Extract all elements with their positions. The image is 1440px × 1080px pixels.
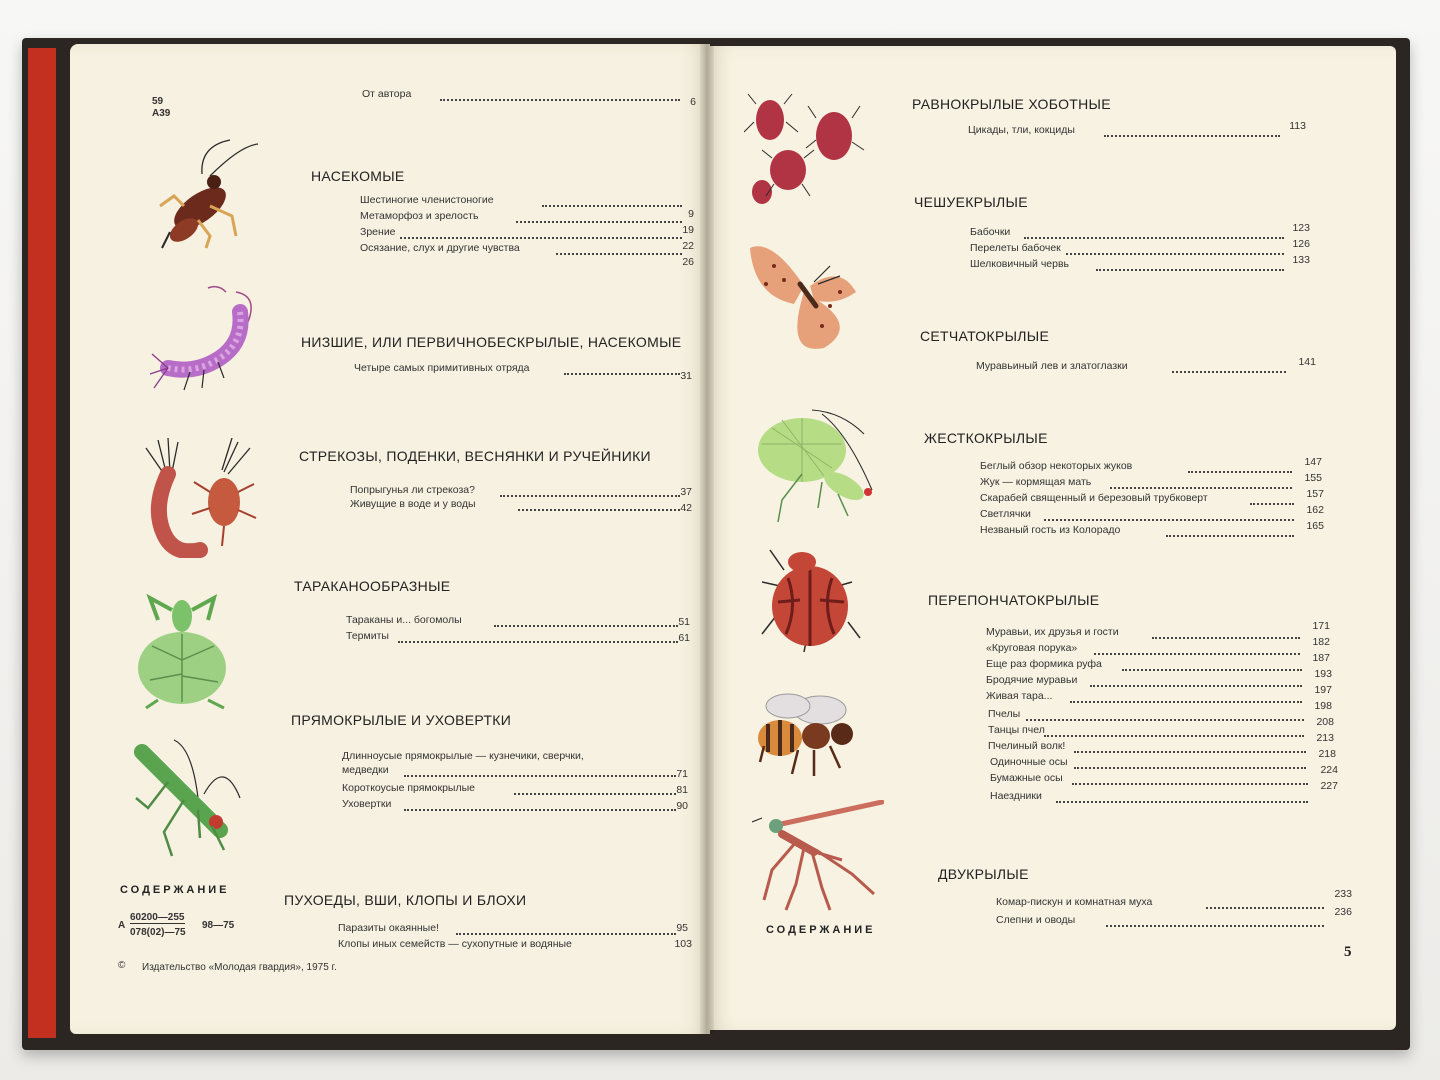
section-title: РАВНОКРЫЛЫЕ ХОБОТНЫЕ [912,96,1111,112]
library-code-line2: А39 [152,108,171,119]
toc-entry: Термиты [346,630,389,642]
page-ref: 233 [1334,888,1352,900]
page-ref: 147 [1304,456,1322,468]
toc-entry-from-author: От автора [362,88,412,100]
page-ref: 71 [676,768,688,780]
page-ref: 224 [1320,764,1338,776]
publisher-line: Издательство «Молодая гвардия», 1975 г. [142,962,337,973]
page-ref: 9 [688,208,694,220]
aphids-icon [744,92,866,210]
page-ref: 51 [678,616,690,628]
dot-leader [1094,653,1300,655]
toc-entry: «Круговая порука» [986,642,1078,654]
beetle-icon [756,542,866,654]
toc-entry: Клопы иных семейств — сухопутные и водяные [338,938,572,950]
copyright-symbol: © [118,960,126,971]
toc-entry: Перелеты бабочек [970,242,1061,254]
dot-leader [1024,237,1284,239]
page-ref: 6 [690,96,696,108]
toc-entry: медведки [342,764,389,776]
toc-entry: Светлячки [980,508,1031,520]
toc-entry: Жук — кормящая мать [980,476,1092,488]
dot-leader [518,509,680,511]
page-ref: 187 [1312,652,1330,664]
mantis-icon [128,590,248,712]
section-title: ПУХОЕДЫ, ВШИ, КЛОПЫ И БЛОХИ [284,892,527,908]
section-title: ТАРАКАНООБРАЗНЫЕ [294,578,451,594]
dot-leader [404,809,676,811]
dot-leader [1070,701,1302,703]
dot-leader [1026,719,1304,721]
toc-entry: Четыре самых примитивных отряда [354,362,530,374]
toc-entry: Короткоусые прямокрылые [342,782,475,794]
dot-leader [404,775,676,777]
toc-entry: Бабочки [970,226,1011,238]
page-ref: 61 [678,632,690,644]
page-ref: 208 [1316,716,1334,728]
toc-entry: Паразиты окаянные! [338,922,439,934]
toc-entry: Комар-пискун и комнатная муха [996,896,1153,908]
toc-entry: Живая тара... [986,690,1053,702]
page-ref: 123 [1292,222,1310,234]
toc-entry: Муравьи, их друзья и гости [986,626,1119,638]
section-title: ПРЯМОКРЫЛЫЕ И УХОВЕРТКИ [291,712,512,728]
dot-leader [1066,253,1284,255]
dot-leader [1166,535,1294,537]
dot-leader [1106,925,1324,927]
toc-entry: Незваный гость из Колорадо [980,524,1121,536]
toc-entry: Уховертки [342,798,392,810]
dot-leader [514,793,676,795]
dot-leader [1096,269,1284,271]
page-ref: 37 [680,486,692,498]
dot-leader [1074,767,1306,769]
cricket-icon [140,136,270,256]
toc-entry: Беглый обзор некоторых жуков [980,460,1133,472]
page-ref: 81 [676,784,688,796]
dot-leader [1122,669,1302,671]
dot-leader [494,625,678,627]
catalog-numerator: 60200—255 [130,912,185,923]
toc-entry: Скарабей священный и березовый трубковерт [980,492,1208,504]
toc-entry: Танцы пчел [988,724,1045,736]
toc-entry: Попрыгунья ли стрекоза? [350,484,475,496]
page-ref: 42 [680,502,692,514]
page-ref: 157 [1306,488,1324,500]
dot-leader [1056,801,1308,803]
dot-leader [1072,783,1308,785]
page-ref: 90 [676,800,688,812]
silverfish-icon [140,282,270,402]
page-ref: 193 [1314,668,1332,680]
page-ref: 26 [682,256,694,268]
page-ref: 236 [1334,906,1352,918]
toc-entry: Цикады, тли, кокциды [968,124,1075,136]
page-ref: 227 [1320,780,1338,792]
toc-entry: Зрение [360,226,396,238]
dot-leader [456,933,676,935]
page-ref: 197 [1314,684,1332,696]
mayfly-icon [138,438,268,558]
toc-entry: Шелковичный червь [970,258,1070,270]
contents-label: СОДЕРЖАНИЕ [766,924,876,936]
section-title: НИЗШИЕ, ИЛИ ПЕРВИЧНОБЕСКРЫЛЫЕ, НАСЕКОМЫЕ [301,334,682,350]
section-title: СТРЕКОЗЫ, ПОДЕНКИ, ВЕСНЯНКИ И РУЧЕЙНИКИ [299,448,651,464]
toc-entry: Тараканы и... богомолы [346,614,462,626]
page-ref: 182 [1312,636,1330,648]
dot-leader [500,495,680,497]
page-ref: 95 [676,922,688,934]
moth-icon [744,236,866,358]
dot-leader [1104,135,1280,137]
dot-leader [542,205,682,207]
page-ref: 19 [682,224,694,236]
page-ref: 103 [674,938,692,950]
book-spine [28,48,56,1038]
toc-entry: Осязание, слух и другие чувства [360,242,520,254]
dot-leader [1090,685,1302,687]
page-ref: 113 [1289,120,1306,132]
section-title: ЧЕШУЕКРЫЛЫЕ [914,194,1028,210]
section-title: НАСЕКОМЫЕ [311,168,405,184]
dot-leader [440,99,680,101]
page-ref: 22 [682,240,694,252]
toc-entry: Бродячие муравьи [986,674,1078,686]
page-ref: 171 [1312,620,1330,632]
toc-entry: Муравьиный лев и златоглазки [976,360,1128,372]
contents-label: СОДЕРЖАНИЕ [120,884,230,896]
page-ref: 141 [1298,356,1316,368]
section-title: СЕТЧАТОКРЫЛЫЕ [920,328,1050,344]
library-code-line1: 59 [152,96,164,107]
dot-leader [1172,371,1286,373]
page-ref: 155 [1304,472,1322,484]
dot-leader [1152,637,1300,639]
page-ref: 213 [1316,732,1334,744]
dot-leader [1188,471,1292,473]
dot-leader [1250,503,1294,505]
dot-leader [516,221,682,223]
dot-leader [1206,907,1324,909]
dot-leader [1044,735,1304,737]
toc-entry: Длинноусые прямокрылые — кузнечики, сверчки, [342,750,584,762]
toc-entry: Метаморфоз и зрелость [360,210,479,222]
dot-leader [564,373,680,375]
dot-leader [1044,519,1294,521]
page-ref: 165 [1306,520,1324,532]
book-gutter [700,44,714,1034]
section-title: ПЕРЕПОНЧАТОКРЫЛЫЕ [928,592,1100,608]
page-number: 5 [1344,944,1352,960]
toc-entry: Пчелиный волк! [988,740,1066,752]
section-title: ДВУКРЫЛЫЕ [938,866,1029,882]
lacewing-icon [752,404,884,526]
toc-entry: Бумажные осы [990,772,1063,784]
mosquito-icon [752,800,884,912]
toc-entry: Слепни и оводы [996,914,1076,926]
toc-entry: Живущие в воде и у воды [350,498,476,510]
toc-entry: Пчелы [988,708,1021,720]
page-ref: 126 [1292,238,1310,250]
catalog-denominator: 078(02)—75 [130,927,186,938]
bee-icon [750,688,864,784]
dot-leader [1074,751,1306,753]
toc-entry: Шестиногие членистоногие [360,194,494,206]
catalog-suffix: 98—75 [202,920,235,931]
dot-leader [398,641,678,643]
page-ref: 198 [1314,700,1332,712]
toc-entry: Одиночные осы [990,756,1068,768]
dot-leader [556,253,682,255]
section-title: ЖЕСТКОКРЫЛЫЕ [924,430,1048,446]
page-ref: 31 [680,370,692,382]
toc-entry: Еще раз формика руфа [986,658,1102,670]
toc-entry: Наездники [990,790,1042,802]
page-ref: 218 [1318,748,1336,760]
page-ref: 133 [1292,254,1310,266]
dot-leader [1110,487,1292,489]
catalog-prefix: А [118,920,126,931]
grasshopper-icon [128,738,248,862]
page-ref: 162 [1306,504,1324,516]
dot-leader [400,237,682,239]
